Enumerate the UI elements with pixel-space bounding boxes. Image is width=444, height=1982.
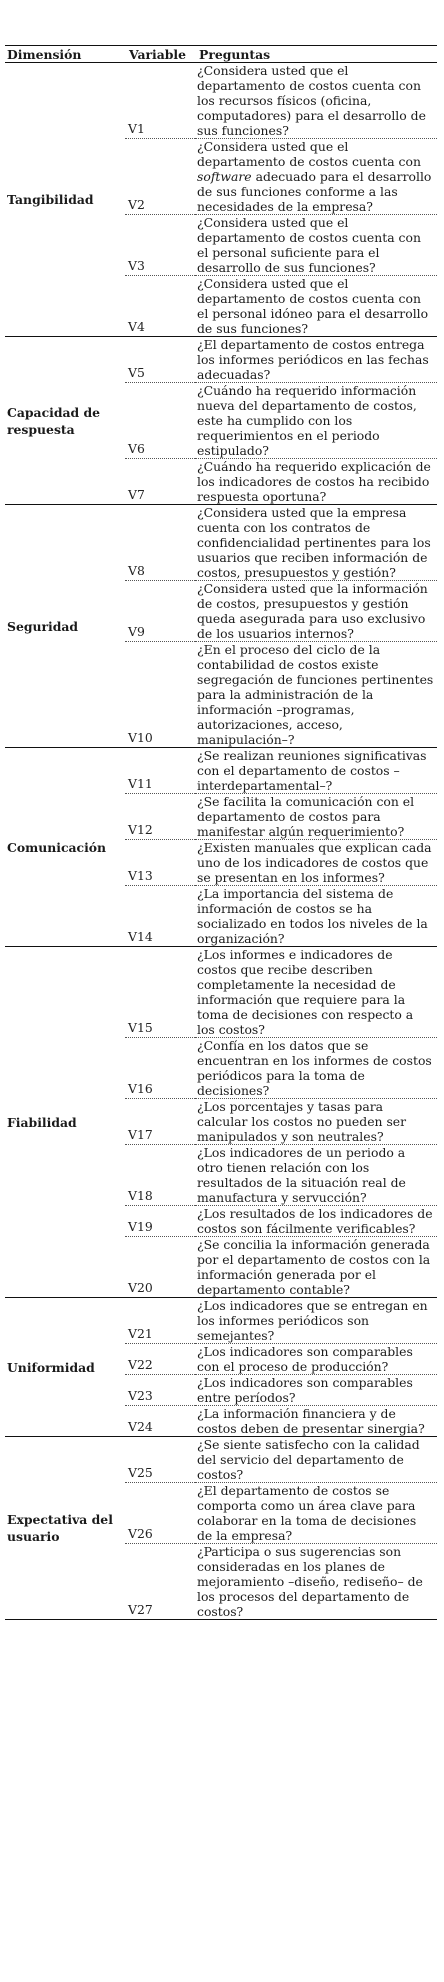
- variable-cell: V17: [125, 1099, 195, 1145]
- variable-cell: V20: [125, 1237, 195, 1298]
- table-header-row: [5, 46, 437, 63]
- variable-cell: V9: [125, 581, 195, 642]
- variable-cell: V12: [125, 794, 195, 840]
- question-cell: ¿Los indicadores de un periodo a otro tienen relación con los resultados de la situación real de manufactura y servucción?: [195, 1145, 437, 1206]
- table-row: [5, 1298, 437, 1344]
- header-questions: Preguntas: [195, 46, 437, 63]
- dimension-cell: Expectativa del usuario: [5, 1437, 125, 1620]
- question-cell: ¿Confía en los datos que se encuentran en los informes de costos periódicos para la toma de decisiones?: [195, 1038, 437, 1099]
- question-cell: ¿Participa o sus sugerencias son consideradas en los planes de mejoramiento –diseño, rediseño– de los procesos del departamento de costos?: [195, 1544, 437, 1620]
- variable-cell: V1: [125, 63, 195, 139]
- question-cell: ¿Se siente satisfecho con la calidad del servicio del departamento de costos?: [195, 1437, 437, 1483]
- variable-cell: V23: [125, 1375, 195, 1406]
- survey-table: [5, 45, 437, 1620]
- variable-cell: V4: [125, 276, 195, 337]
- question-cell: ¿Los indicadores son comparables con el proceso de producción?: [195, 1344, 437, 1375]
- question-cell: ¿Considera usted que el departamento de costos cuenta con el personal idóneo para el desarrollo de sus funciones?: [195, 276, 437, 337]
- question-text-part: ¿Considera usted que el departamento de costos cuenta con: [197, 139, 421, 169]
- question-cell: ¿La información financiera y de costos deben de presentar sinergia?: [195, 1406, 437, 1437]
- variable-cell: V19: [125, 1206, 195, 1237]
- variable-cell: V8: [125, 505, 195, 581]
- dimension-cell: Seguridad: [5, 505, 125, 748]
- dimension-cell: Tangibilidad: [5, 63, 125, 337]
- variable-cell: V18: [125, 1145, 195, 1206]
- variable-cell: V13: [125, 840, 195, 886]
- question-cell: ¿En el proceso del ciclo de la contabilidad de costos existe segregación de funciones pertinentes para la administración de la información –programas, autorizaciones, acceso, manipulación–?: [195, 642, 437, 748]
- question-cell: ¿Considera usted que la empresa cuenta con los contratos de confidencialidad pertinentes para los usuarios que reciben información de costos, presupuestos y gestión?: [195, 505, 437, 581]
- table-row: [5, 748, 437, 794]
- question-cell: ¿La importancia del sistema de información de costos se ha socializado en todos los niveles de la organización?: [195, 886, 437, 947]
- table-row: [5, 1437, 437, 1483]
- dimension-cell: Comunicación: [5, 748, 125, 947]
- question-cell: ¿Considera usted que la información de costos, presupuestos y gestión queda asegurada para uso exclusivo de los usuarios internos?: [195, 581, 437, 642]
- header-variable: Variable: [125, 46, 195, 63]
- table-body: [5, 63, 437, 1620]
- dimension-cell: Fiabilidad: [5, 947, 125, 1298]
- question-cell: ¿Los indicadores que se entregan en los informes periódicos son semejantes?: [195, 1298, 437, 1344]
- variable-cell: V15: [125, 947, 195, 1038]
- variable-cell: V25: [125, 1437, 195, 1483]
- question-cell: ¿Cuándo ha requerido explicación de los indicadores de costos ha recibido respuesta oportuna?: [195, 459, 437, 505]
- table-row: [5, 947, 437, 1038]
- question-cell: ¿Considera usted que el departamento de costos cuenta con los recursos físicos (oficina, computadores) para el desarrollo de sus funciones?: [195, 63, 437, 139]
- variable-cell: V3: [125, 215, 195, 276]
- question-text-italic: software: [197, 169, 252, 184]
- variable-cell: V11: [125, 748, 195, 794]
- variable-cell: V16: [125, 1038, 195, 1099]
- variable-cell: V7: [125, 459, 195, 505]
- table-row: [5, 505, 437, 581]
- question-cell: [195, 139, 437, 215]
- question-text-part: adecuado para el desarrollo de sus funciones conforme a las necesidades de la empresa?: [197, 169, 432, 214]
- question-cell: ¿Se concilia la información generada por el departamento de costos con la información generada por el departamento contable?: [195, 1237, 437, 1298]
- variable-cell: V24: [125, 1406, 195, 1437]
- question-cell: ¿Se realizan reuniones significativas con el departamento de costos –interdepartamental–?: [195, 748, 437, 794]
- question-cell: ¿Los porcentajes y tasas para calcular los costos no pueden ser manipulados y son neutrales?: [195, 1099, 437, 1145]
- variable-cell: V14: [125, 886, 195, 947]
- question-cell: ¿Considera usted que el departamento de costos cuenta con el personal suficiente para el desarrollo de sus funciones?: [195, 215, 437, 276]
- variable-cell: V10: [125, 642, 195, 748]
- variable-cell: V21: [125, 1298, 195, 1344]
- question-cell: ¿El departamento de costos entrega los informes periódicos en las fechas adecuadas?: [195, 337, 437, 383]
- variable-cell: V5: [125, 337, 195, 383]
- question-cell: ¿Los informes e indicadores de costos que recibe describen completamente la necesidad de información que requiere para la toma de decisiones con respecto a los costos?: [195, 947, 437, 1038]
- question-cell: ¿Existen manuales que explican cada uno de los indicadores de costos que se presentan en los informes?: [195, 840, 437, 886]
- question-cell: ¿Cuándo ha requerido información nueva del departamento de costos, este ha cumplido con los requerimientos en el periodo estipulado?: [195, 383, 437, 459]
- question-cell: ¿Los indicadores son comparables entre períodos?: [195, 1375, 437, 1406]
- variable-cell: V6: [125, 383, 195, 459]
- dimension-cell: Uniformidad: [5, 1298, 125, 1437]
- table-row: [5, 337, 437, 383]
- dimension-cell: Capacidad de respuesta: [5, 337, 125, 505]
- table-row: [5, 63, 437, 139]
- question-cell: ¿Los resultados de los indicadores de costos son fácilmente verificables?: [195, 1206, 437, 1237]
- variable-cell: V27: [125, 1544, 195, 1620]
- variable-cell: V26: [125, 1483, 195, 1544]
- question-cell: ¿El departamento de costos se comporta como un área clave para colaborar en la toma de decisiones de la empresa?: [195, 1483, 437, 1544]
- question-cell: ¿Se facilita la comunicación con el departamento de costos para manifestar algún requerimiento?: [195, 794, 437, 840]
- variable-cell: V22: [125, 1344, 195, 1375]
- header-dimension: Dimensión: [5, 46, 125, 63]
- variable-cell: V2: [125, 139, 195, 215]
